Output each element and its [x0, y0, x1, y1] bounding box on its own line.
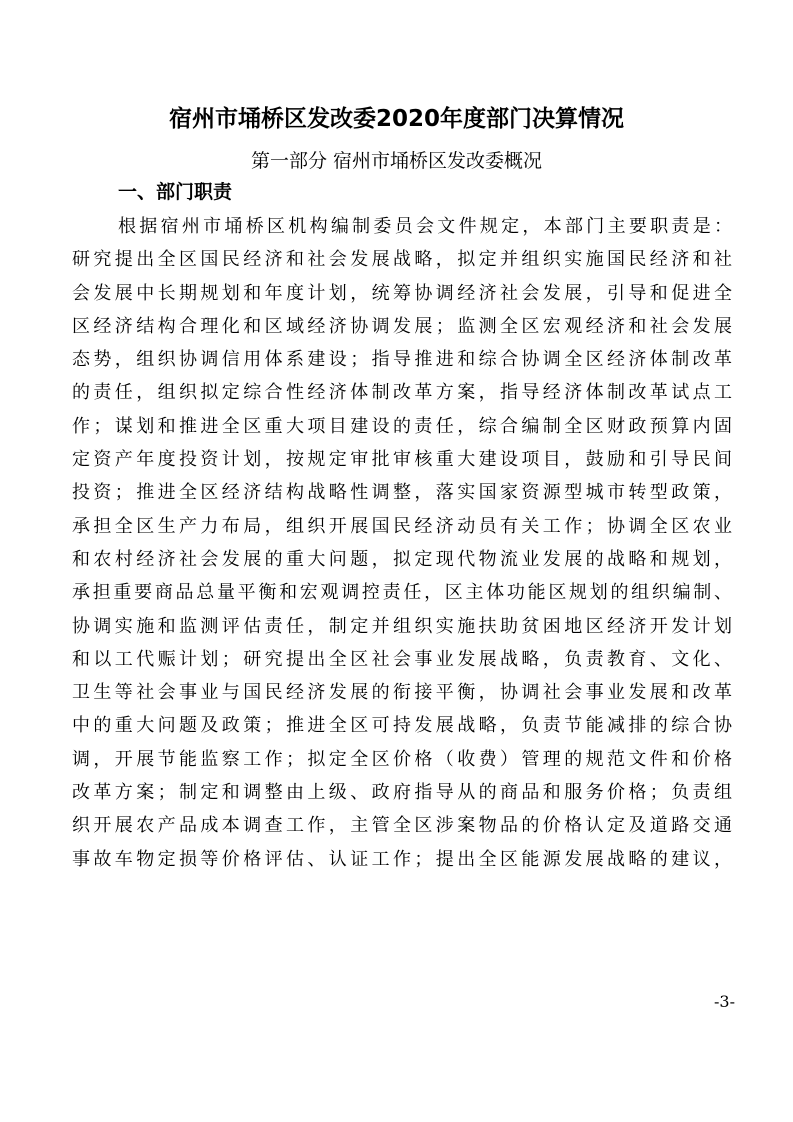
section-heading: 一、部门职责 — [118, 181, 233, 203]
paragraph-line: 织开展农产品成本调查工作，主管全区涉案物品的价格认定及道路交通 — [72, 815, 732, 837]
paragraph-line: 卫生等社会事业与国民经济发展的衔接平衡，协调社会事业发展和改革 — [72, 682, 732, 704]
page-number: -3- — [714, 992, 735, 1011]
paragraph-line: 中的重大问题及政策；推进全区可持发展战略，负责节能减排的综合协 — [72, 715, 732, 737]
body-text — [72, 210, 732, 876]
paragraph-line: 和农村经济社会发展的重大问题，拟定现代物流业发展的战略和规划， — [72, 548, 732, 570]
part-subtitle: 第一部分 宿州市埇桥区发改委概况 — [250, 150, 543, 172]
paragraph-line: 承担重要商品总量平衡和宏观调控责任，区主体功能区规划的组织编制、 — [72, 582, 732, 604]
paragraph-line: 区经济结构合理化和区域经济协调发展；监测全区宏观经济和社会发展 — [72, 315, 732, 337]
paragraph-line: 事故车物定损等价格评估、认证工作；提出全区能源发展战略的建议， — [72, 848, 732, 870]
paragraph-line: 调，开展节能监察工作；拟定全区价格（收费）管理的规范文件和价格 — [72, 748, 732, 770]
paragraph-line: 和以工代赈计划；研究提出全区社会事业发展战略，负责教育、文化、 — [72, 648, 732, 670]
paragraph-line: 根据宿州市埇桥区机构编制委员会文件规定，本部门主要职责是： — [118, 216, 732, 237]
paragraph-line: 承担全区生产力布局，组织开展国民经济动员有关工作；协调全区农业 — [72, 515, 732, 537]
document-title: 宿州市埇桥区发改委2020年度部门决算情况 — [168, 106, 624, 132]
paragraph-line: 改革方案；制定和调整由上级、政府指导从的商品和服务价格；负责组 — [72, 782, 732, 804]
paragraph-line: 协调实施和监测评估责任，制定并组织实施扶助贫困地区经济开发计划 — [72, 615, 732, 637]
paragraph-line: 的责任，组织拟定综合性经济体制改革方案，指导经济体制改革试点工 — [72, 382, 732, 404]
paragraph-line: 投资；推进全区经济结构战略性调整，落实国家资源型城市转型政策， — [72, 482, 732, 504]
paragraph-line: 定资产年度投资计划，按规定审批审核重大建设项目，鼓励和引导民间 — [72, 449, 732, 471]
paragraph-line: 会发展中长期规划和年度计划，统筹协调经济社会发展，引导和促进全 — [72, 282, 732, 304]
paragraph-line: 研究提出全区国民经济和社会发展战略，拟定并组织实施国民经济和社 — [72, 249, 732, 271]
paragraph-line: 态势，组织协调信用体系建设；指导推进和综合协调全区经济体制改革 — [72, 349, 732, 371]
paragraph-line: 作；谋划和推进全区重大项目建设的责任，综合编制全区财政预算内固 — [72, 415, 732, 437]
